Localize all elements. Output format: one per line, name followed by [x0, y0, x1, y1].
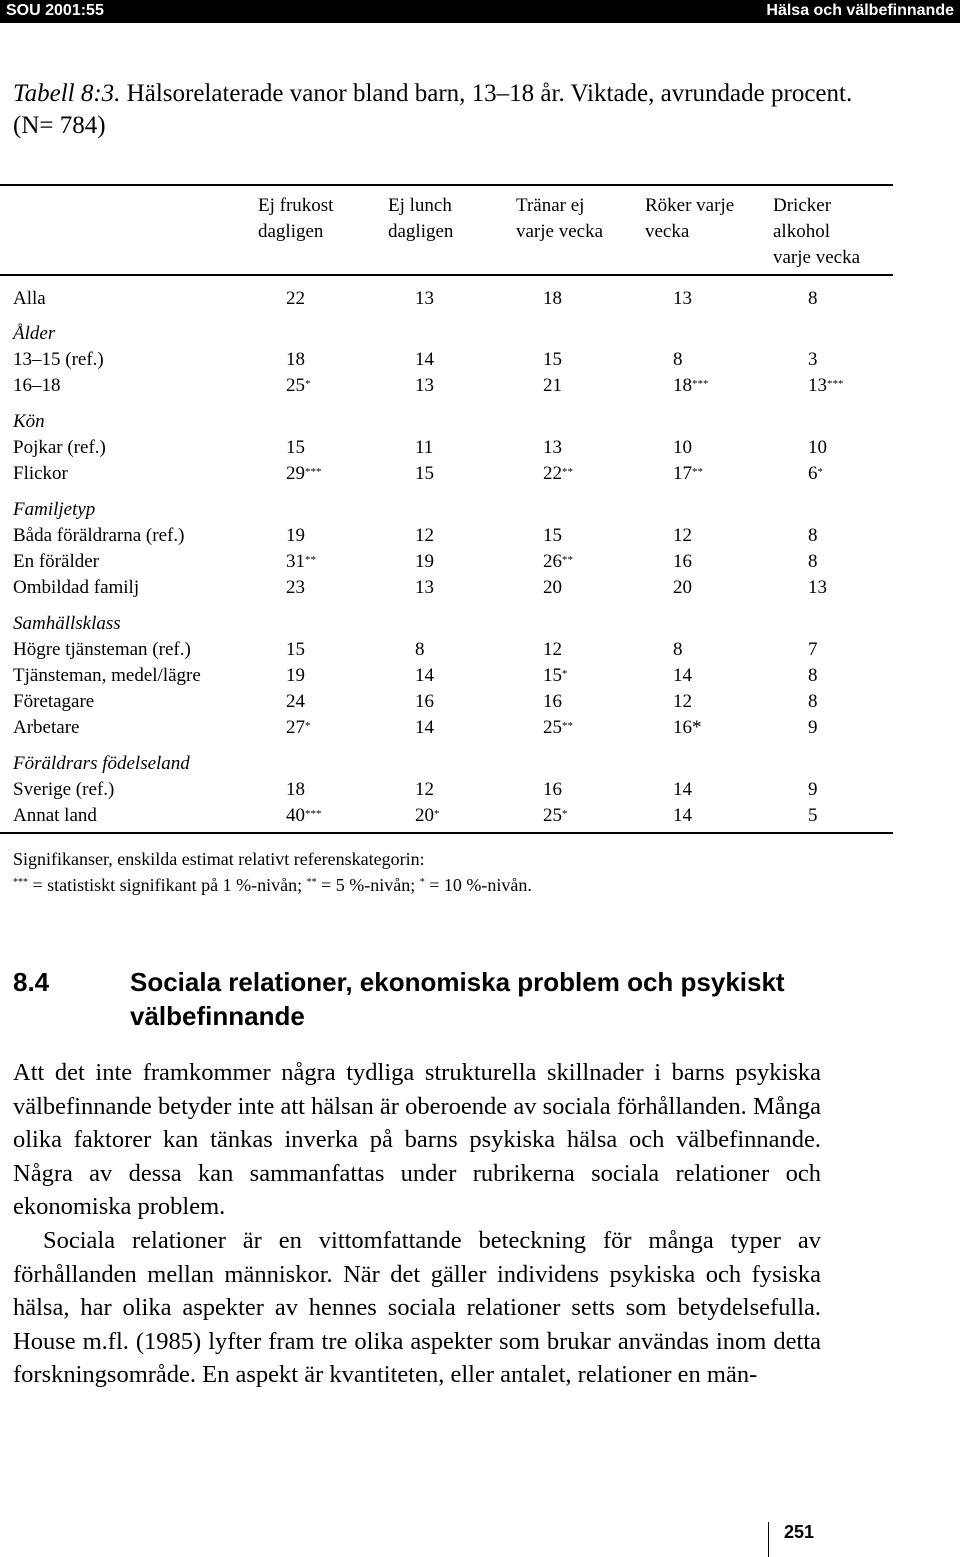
table-cell [808, 779, 818, 801]
body-text [13, 1056, 821, 1392]
cell-value: 13 [543, 437, 562, 458]
significance-marker: ** [305, 554, 316, 566]
cell-value: 13 [808, 375, 827, 396]
table-cell [543, 717, 573, 739]
cell-value: 5 [808, 805, 818, 826]
table-cell [808, 463, 823, 485]
column-header-4-line-2: vecka [645, 221, 690, 242]
column-header-2-line-1: Ej lunch [388, 195, 452, 216]
cell-value: 15 [415, 463, 434, 484]
table-cell [415, 349, 434, 371]
table-cell [673, 577, 692, 599]
table-caption-text: Hälsorelaterade vanor bland barn, 13–18 år. Viktade, avrundade procent. (N= 784) [13, 80, 853, 139]
column-header-5-line-1: Dricker [773, 195, 832, 216]
table-row-label: Alla [13, 288, 46, 309]
table-cell [415, 639, 425, 661]
table-cell [808, 805, 818, 827]
table-cell [543, 463, 573, 485]
table-cell [543, 288, 562, 310]
table-cell [808, 639, 818, 661]
table-cell [543, 577, 562, 599]
cell-value: 7 [808, 639, 818, 660]
table-cell [673, 639, 683, 661]
footer-rule [768, 1522, 769, 1557]
table-row-label: Sverige (ref.) [13, 779, 115, 800]
sig-marker-1: * [419, 877, 425, 888]
cell-value: 31 [286, 551, 305, 572]
table-cell [543, 349, 562, 371]
cell-value: 25 [286, 375, 305, 396]
cell-value: 9 [808, 717, 818, 738]
cell-value: 8 [808, 525, 818, 546]
table-cell [543, 437, 562, 459]
table-cell [673, 691, 692, 713]
sig-marker-3: *** [13, 877, 28, 888]
column-header-4-line-1: Röker varje [645, 195, 735, 216]
cell-value: 16 [543, 691, 562, 712]
cell-value: 20 [415, 805, 434, 826]
table-top-rule [0, 184, 893, 186]
cell-value: 14 [415, 665, 434, 686]
table-header-rule [0, 274, 893, 276]
cell-value: 16* [673, 717, 702, 738]
page-number: 251 [784, 1522, 815, 1542]
cell-value: 13 [673, 288, 692, 309]
significance-marker: * [562, 668, 568, 680]
significance-marker: * [562, 808, 568, 820]
table-cell [673, 349, 683, 371]
table-cell [543, 525, 562, 547]
table-cell [543, 551, 573, 573]
cell-value: 8 [808, 665, 818, 686]
cell-value: 16 [673, 551, 692, 572]
cell-value: 26 [543, 551, 562, 572]
cell-value: 24 [286, 691, 305, 712]
table-cell [808, 577, 827, 599]
column-header-3-line-2: varje vecka [516, 221, 604, 242]
table-row-label: Flickor [13, 463, 68, 484]
table-cell [415, 805, 440, 827]
table-cell [673, 437, 692, 459]
cell-value: 13 [808, 577, 827, 598]
column-header-5-line-3: varje vecka [773, 247, 861, 268]
significance-marker: *** [692, 378, 709, 390]
table-cell [286, 525, 305, 547]
table-row-label: Ombildad familj [13, 577, 140, 598]
table-cell [543, 375, 562, 397]
table-cell [286, 375, 311, 397]
table-note-line2: *** = statistiskt signifikant på 1 %-nivån; ** = 5 %-nivån; * = 10 %-nivån. [13, 875, 532, 895]
cell-value: 14 [673, 779, 692, 800]
cell-value: 18 [673, 375, 692, 396]
table-cell [673, 463, 703, 485]
table-cell [415, 665, 434, 687]
cell-value: 13 [415, 288, 434, 309]
cell-value: 12 [415, 779, 434, 800]
table-cell [286, 665, 305, 687]
table-cell [415, 691, 434, 713]
cell-value: 27 [286, 717, 305, 738]
table-cell [286, 463, 322, 485]
cell-value: 9 [808, 779, 818, 800]
cell-value: 8 [808, 288, 818, 309]
section-title: Sociala relationer, ekonomiska problem och psykiskt välbefinnande [130, 967, 785, 1031]
column-header-3-line-1: Tränar ej [516, 195, 585, 216]
significance-marker: ** [692, 466, 703, 478]
significance-marker: * [434, 808, 440, 820]
column-header-1-line-2: dagligen [258, 221, 324, 242]
significance-marker: ** [562, 466, 573, 478]
cell-value: 8 [673, 349, 683, 370]
table-cell [415, 375, 434, 397]
table-cell [415, 463, 434, 485]
table-cell [808, 437, 827, 459]
cell-value: 23 [286, 577, 305, 598]
table-row-label: Båda föräldrarna (ref.) [13, 525, 185, 546]
table-group-heading: Samhällsklass [13, 613, 121, 634]
cell-value: 13 [415, 577, 434, 598]
table-cell [415, 717, 434, 739]
table-cell [543, 639, 562, 661]
table-cell [543, 805, 568, 827]
body-paragraph-1: Att det inte framkommer några tydliga strukturella skillnader i barns psykiska välbefinnande betyder inte att hälsan är oberoende av sociala förhållanden. Många olika faktorer kan tänkas inverka på barns psykiska hälsa och välbefinnande. Några av dessa kan sammanfattas under rubrikerna sociala relationer och ekonomiska problem. [13, 1059, 821, 1221]
column-header-5-line-2: alkohol [773, 221, 830, 242]
significance-marker: ** [562, 720, 573, 732]
cell-value: 18 [286, 349, 305, 370]
cell-value: 25 [543, 805, 562, 826]
running-header [0, 0, 960, 23]
table-row-label: 16–18 [13, 375, 61, 396]
table-cell [808, 375, 844, 397]
table-cell [673, 288, 692, 310]
cell-value: 22 [543, 463, 562, 484]
significance-marker: * [305, 378, 311, 390]
table-cell [286, 691, 305, 713]
table-cell [673, 779, 692, 801]
table-note-line1: Signifikanser, enskilda estimat relativt referenskategorin: [13, 849, 425, 869]
table-cell [673, 665, 692, 687]
cell-value: 16 [415, 691, 434, 712]
cell-value: 10 [673, 437, 692, 458]
cell-value: 8 [415, 639, 425, 660]
table-cell [673, 375, 709, 397]
table-cell [286, 779, 305, 801]
sig-marker-2: ** [306, 877, 317, 888]
table-bottom-rule [0, 832, 893, 834]
header-chapter-title: Hälsa och välbefinnande [766, 2, 954, 19]
cell-value: 17 [673, 463, 692, 484]
cell-value: 14 [673, 665, 692, 686]
table-cell [415, 437, 433, 459]
table-row-label: Pojkar (ref.) [13, 437, 106, 458]
cell-value: 12 [415, 525, 434, 546]
table-cell [543, 691, 562, 713]
table-caption-number: Tabell 8:3. [13, 80, 121, 107]
table-cell [286, 805, 322, 827]
table-cell [415, 288, 434, 310]
cell-value: 14 [415, 717, 434, 738]
cell-value: 14 [415, 349, 434, 370]
table-cell [415, 779, 434, 801]
column-header-1-line-1: Ej frukost [258, 195, 334, 216]
table-cell [808, 288, 818, 310]
table-row-label: Tjänsteman, medel/lägre [13, 665, 201, 686]
significance-marker: * [817, 466, 823, 478]
significance-marker: *** [305, 808, 322, 820]
cell-value: 6 [808, 463, 818, 484]
table-cell [415, 551, 434, 573]
table-row-label: 13–15 (ref.) [13, 349, 104, 370]
table-cell [286, 288, 305, 310]
cell-value: 14 [673, 805, 692, 826]
cell-value: 18 [286, 779, 305, 800]
table-cell [808, 665, 818, 687]
cell-value: 8 [808, 551, 818, 572]
cell-value: 8 [808, 691, 818, 712]
table-cell [286, 437, 305, 459]
cell-value: 19 [286, 525, 305, 546]
cell-value: 10 [808, 437, 827, 458]
cell-value: 12 [673, 525, 692, 546]
cell-value: 8 [673, 639, 683, 660]
table-cell [673, 551, 692, 573]
table-row-label: Arbetare [13, 717, 80, 738]
table-cell [286, 639, 305, 661]
significance-marker: *** [305, 466, 322, 478]
cell-value: 13 [415, 375, 434, 396]
cell-value: 16 [543, 779, 562, 800]
cell-value: 15 [286, 639, 305, 660]
significance-marker: * [305, 720, 311, 732]
cell-value: 15 [543, 349, 562, 370]
table-cell [808, 691, 818, 713]
cell-value: 22 [286, 288, 305, 309]
table-cell [673, 717, 702, 739]
cell-value: 25 [543, 717, 562, 738]
table-cell [286, 577, 305, 599]
table-row-label: Företagare [13, 691, 95, 712]
cell-value: 19 [286, 665, 305, 686]
body-paragraph-2: Sociala relationer är en vittomfattande beteckning för många typer av förhållanden mellan människor. När det gäller individens psykiska och fysiska hälsa, har olika aspekter av hennes sociala relationer setts som betydelsefulla. House m.fl. (1985) lyfter fram tre olika aspekter som brukar användas inom detta forskningsområde. En aspekt är kvantiteten, eller antalet, relationer en män- [13, 1226, 821, 1389]
table-group-heading: Kön [13, 411, 45, 432]
cell-value: 12 [543, 639, 562, 660]
column-header-2-line-2: dagligen [388, 221, 454, 242]
table-cell [415, 577, 434, 599]
section-number: 8.4 [13, 967, 50, 997]
table-caption [13, 78, 893, 142]
table-cell [808, 349, 818, 371]
cell-value: 21 [543, 375, 562, 396]
cell-value: 18 [543, 288, 562, 309]
table-row-label: Annat land [13, 805, 97, 826]
table-row-label: En förälder [13, 551, 99, 572]
cell-value: 3 [808, 349, 818, 370]
table-group-heading: Ålder [13, 323, 56, 344]
cell-value: 29 [286, 463, 305, 484]
table-cell [808, 525, 818, 547]
table-cell [415, 525, 434, 547]
cell-value: 19 [415, 551, 434, 572]
table-cell [286, 717, 311, 739]
significance-marker: ** [562, 554, 573, 566]
table-row-label: Högre tjänsteman (ref.) [13, 639, 191, 660]
cell-value: 12 [673, 691, 692, 712]
table-cell [808, 551, 818, 573]
significance-marker: *** [827, 378, 844, 390]
table-cell [543, 665, 568, 687]
cell-value: 20 [673, 577, 692, 598]
cell-value: 15 [543, 525, 562, 546]
header-report-id: SOU 2001:55 [6, 2, 104, 19]
table-cell [543, 779, 562, 801]
cell-value: 15 [286, 437, 305, 458]
cell-value: 20 [543, 577, 562, 598]
cell-value: 11 [415, 437, 434, 458]
table-cell [286, 551, 316, 573]
table-cell [673, 805, 692, 827]
table-cell [286, 349, 305, 371]
cell-value: 15 [543, 665, 562, 686]
table-cell [673, 525, 692, 547]
cell-value: 40 [286, 805, 305, 826]
table-cell [808, 717, 818, 739]
table-group-heading: Familjetyp [13, 499, 96, 520]
table-group-heading: Föräldrars födelseland [13, 753, 190, 774]
